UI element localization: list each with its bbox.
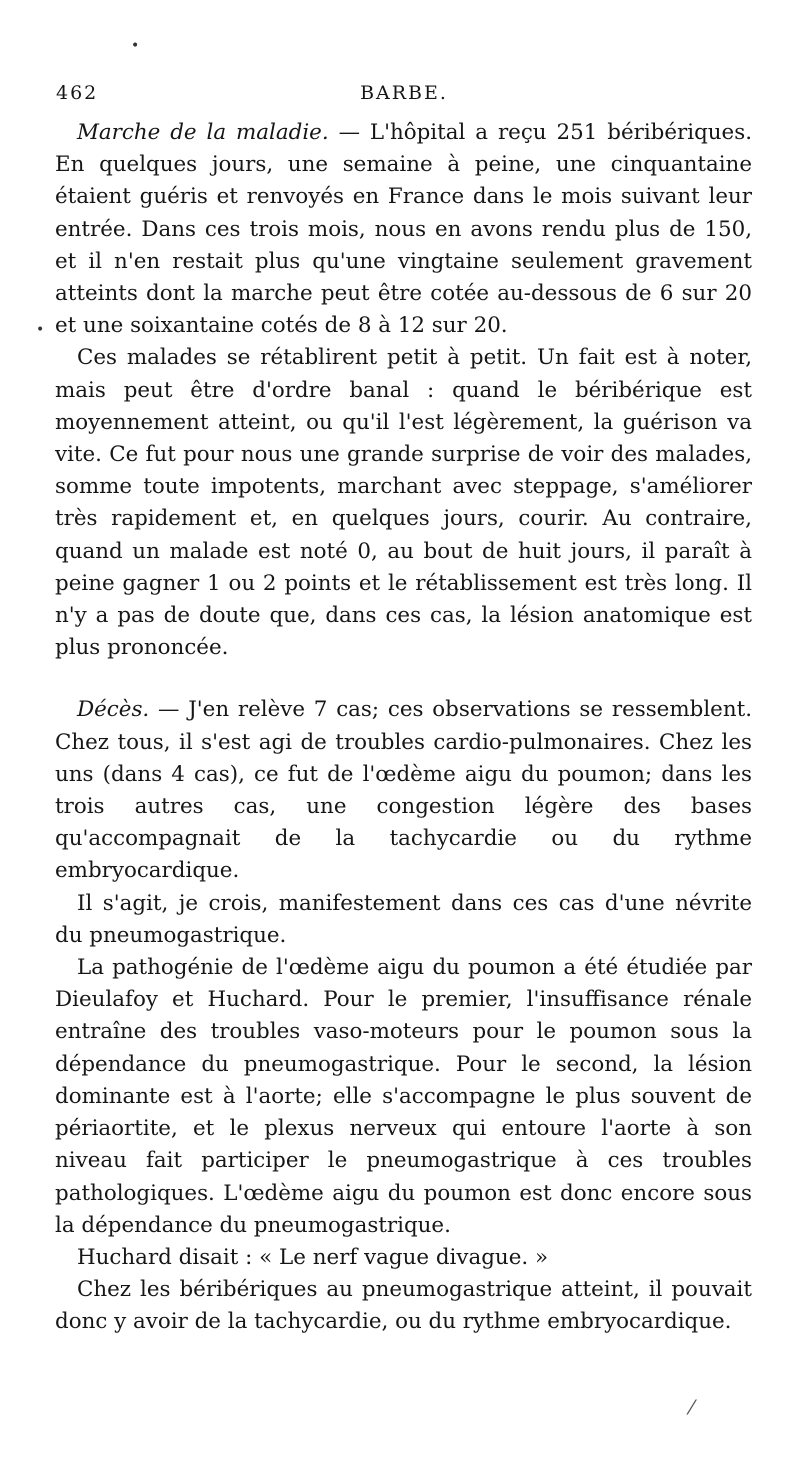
paragraph: Il s'agit, je crois, manifestement dans ces cas d'une névrite du pneumogastrique.: [55, 890, 752, 948]
section-title: Marche de la maladie.: [77, 120, 329, 145]
paragraph: Huchard disait : « Le nerf vague divague. »: [77, 1244, 549, 1270]
paragraph: La pathogénie de l'œdème aigu du poumon a été étudiée par Dieulafoy et Huchard. Pour le premier, l'insuffisance rénale entraîne des troubles vaso-moteurs pour le poumon sous la dépendance du pneumogastrique. Pour le second, la lésion dominante est à l'aorte; elle s'accompagne le plus souvent de périaortite, et le plexus nerveux qui entoure l'aorte à son niveau fait participer le pneumogastrique à ces troubles pathologiques. L'œdème aigu du poumon est donc encore sous la dépendance du pneumogastrique.: [55, 955, 752, 1238]
paragraph: [55, 694, 752, 887]
section-title: Décès.: [77, 697, 150, 723]
page-header: [56, 82, 752, 112]
paragraph: Ces malades se rétablirent petit à petit. Un fait est à noter, mais peut être d'ordre banal : quand le béribérique est moyennement atteint, ou qu'il l'est légèrement, la guérison va vite. Ce fut pour nous une grande surprise de voir des malades, somme toute impotents, marchant avec steppage, s'améliorer très rapidement et, en quelques jours, courir. Au contraire, quand un malade est noté 0, au bout de huit jours, il paraît à peine gagner 1 ou 2 points et le rétablissement est très long. Il n'y a pas de doute que, dans ces cas, la lésion anatomique est plus prononcée.: [55, 345, 752, 661]
running-title: BARBE.: [360, 82, 448, 104]
paragraph: [55, 117, 752, 342]
paragraph-text: — L'hôpital a reçu 251 béribériques. En quelques jours, une semaine à peine, une cinquantaine étaient guéris et renvoyés en France dans le mois suivant leur entrée. Dans ces trois mois, nous en avons rendu plus de 150, et il n'en restait plus qu'une vingtaine seulement gravement atteints dont la marche peut être cotée au-dessous de 6 sur 20 et une soixantaine cotés de 8 à 12 sur 20.: [55, 120, 752, 339]
paragraph-text: — J'en relève 7 cas; ces observations se ressemblent. Chez tous, il s'est agi de troubles cardio-pulmonaires. Chez les uns (dans 4 cas), ce fut de l'œdème aigu du poumon; dans les trois autres cas, une congestion légère des bases qu'accompagnait de la tachycardie ou du rythme embryocardique.: [55, 697, 752, 884]
body-text: [55, 117, 752, 1339]
paragraph: Chez les béribériques au pneumogastrique atteint, il pouvait donc y avoir de la tachycardie, ou du rythme embryocardique.: [55, 1277, 752, 1335]
stray-dot: •: [36, 322, 45, 338]
page-number: 462: [56, 82, 99, 104]
pen-mark: ⁄: [690, 1395, 694, 1419]
stray-dot: •: [131, 38, 140, 54]
section-gap: [55, 664, 752, 694]
